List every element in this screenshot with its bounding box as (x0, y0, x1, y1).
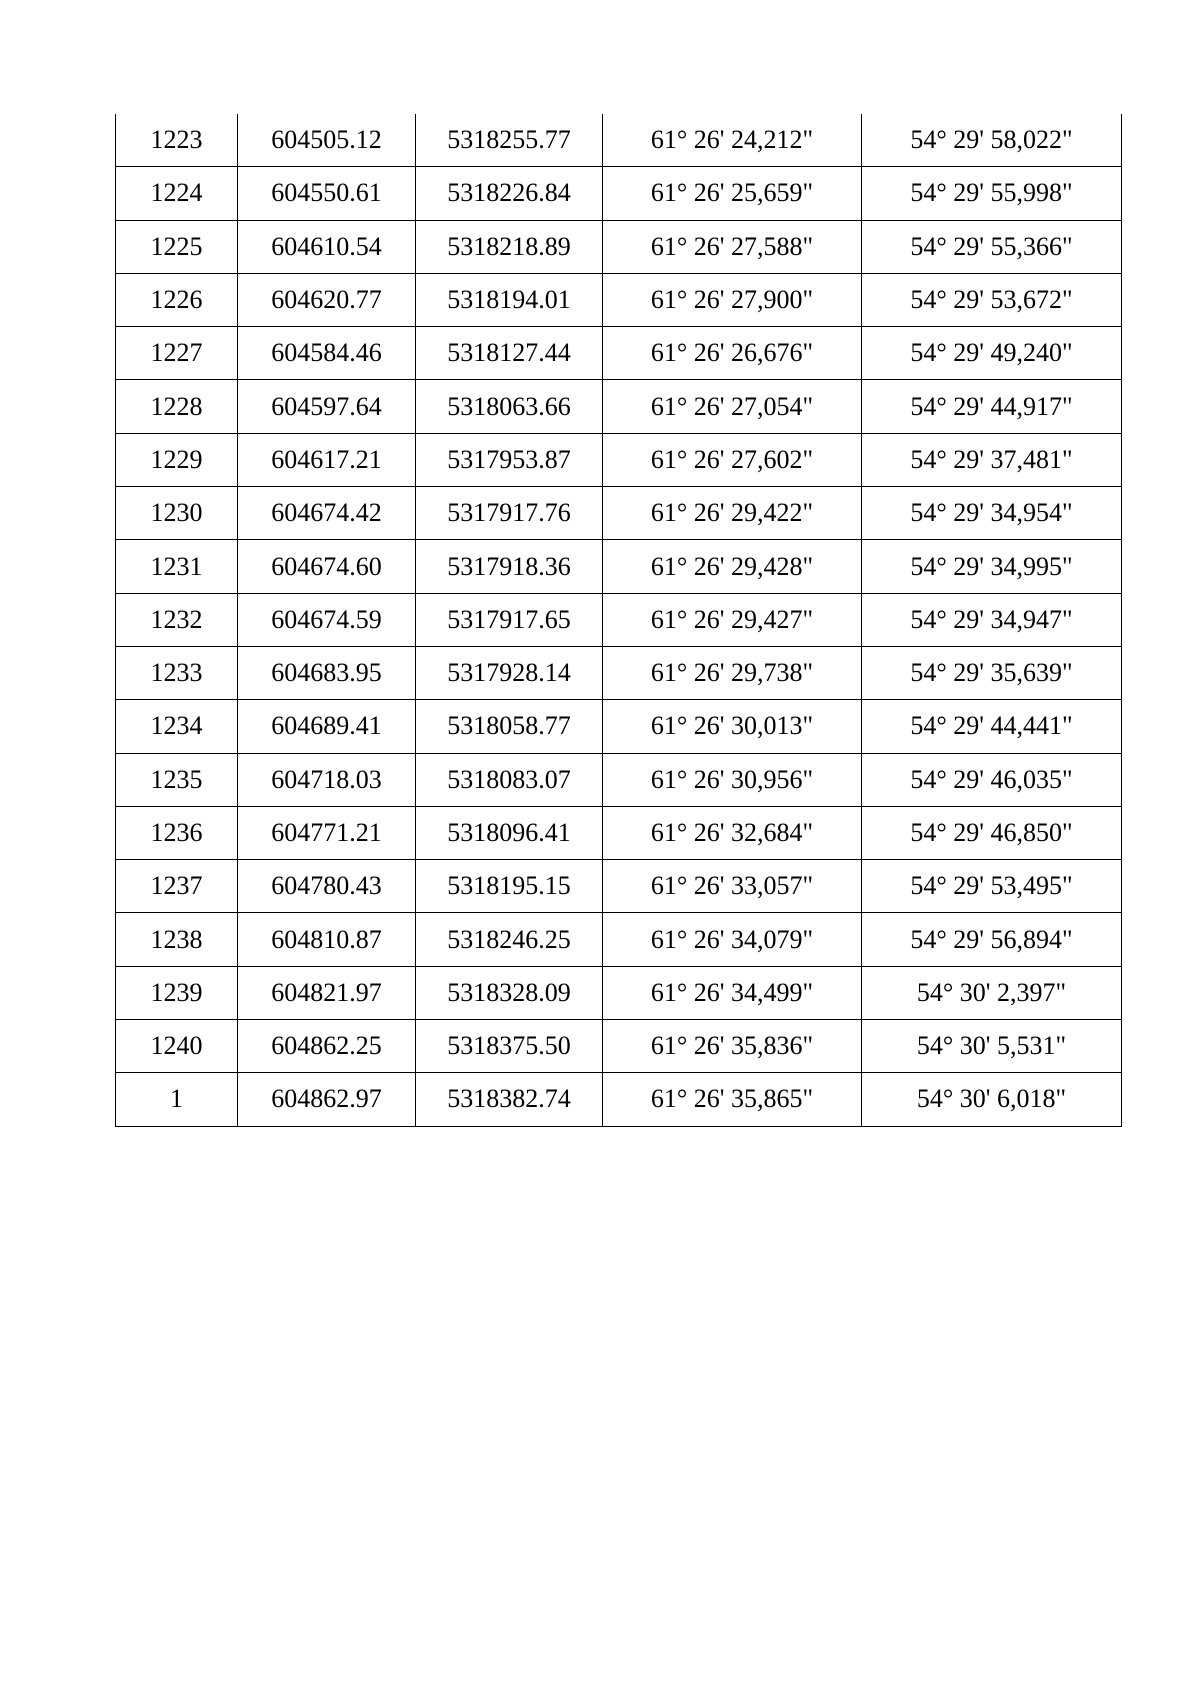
table-row (116, 860, 1122, 913)
latitude-cell: 54° 29' 34,947" (862, 593, 1122, 646)
table-row (116, 1073, 1122, 1126)
point-number-cell: 1234 (116, 700, 238, 753)
y-coordinate-cell: 5317953.87 (416, 433, 603, 486)
x-coordinate-cell: 604810.87 (238, 913, 416, 966)
y-coordinate-cell: 5317928.14 (416, 646, 603, 699)
x-coordinate-cell: 604862.97 (238, 1073, 416, 1126)
table-row (116, 327, 1122, 380)
x-coordinate-cell: 604683.95 (238, 646, 416, 699)
latitude-cell: 54° 29' 56,894" (862, 913, 1122, 966)
longitude-cell: 61° 26' 27,900" (603, 273, 862, 326)
y-coordinate-cell: 5318255.77 (416, 114, 603, 167)
longitude-cell: 61° 26' 24,212" (603, 114, 862, 167)
longitude-cell: 61° 26' 30,013" (603, 700, 862, 753)
longitude-cell: 61° 26' 34,079" (603, 913, 862, 966)
latitude-cell: 54° 29' 53,495" (862, 860, 1122, 913)
table-row (116, 380, 1122, 433)
point-number-cell: 1223 (116, 114, 238, 167)
point-number-cell: 1231 (116, 540, 238, 593)
table-row (116, 167, 1122, 220)
table-row (116, 966, 1122, 1019)
point-number-cell: 1226 (116, 273, 238, 326)
longitude-cell: 61° 26' 27,602" (603, 433, 862, 486)
x-coordinate-cell: 604584.46 (238, 327, 416, 380)
latitude-cell: 54° 29' 55,998" (862, 167, 1122, 220)
x-coordinate-cell: 604674.42 (238, 487, 416, 540)
table-row (116, 487, 1122, 540)
y-coordinate-cell: 5318375.50 (416, 1020, 603, 1073)
latitude-cell: 54° 29' 34,954" (862, 487, 1122, 540)
y-coordinate-cell: 5317917.76 (416, 487, 603, 540)
latitude-cell: 54° 29' 44,441" (862, 700, 1122, 753)
x-coordinate-cell: 604550.61 (238, 167, 416, 220)
latitude-cell: 54° 29' 49,240" (862, 327, 1122, 380)
latitude-cell: 54° 29' 35,639" (862, 646, 1122, 699)
longitude-cell: 61° 26' 35,836" (603, 1020, 862, 1073)
point-number-cell: 1237 (116, 860, 238, 913)
y-coordinate-cell: 5318127.44 (416, 327, 603, 380)
table-row (116, 700, 1122, 753)
point-number-cell: 1230 (116, 487, 238, 540)
x-coordinate-cell: 604821.97 (238, 966, 416, 1019)
point-number-cell: 1240 (116, 1020, 238, 1073)
longitude-cell: 61° 26' 35,865" (603, 1073, 862, 1126)
point-number-cell: 1228 (116, 380, 238, 433)
table-row (116, 273, 1122, 326)
y-coordinate-cell: 5318246.25 (416, 913, 603, 966)
point-number-cell: 1224 (116, 167, 238, 220)
latitude-cell: 54° 30' 2,397" (862, 966, 1122, 1019)
table-row (116, 433, 1122, 486)
y-coordinate-cell: 5318218.89 (416, 220, 603, 273)
longitude-cell: 61° 26' 32,684" (603, 806, 862, 859)
longitude-cell: 61° 26' 26,676" (603, 327, 862, 380)
y-coordinate-cell: 5318083.07 (416, 753, 603, 806)
table-row (116, 540, 1122, 593)
latitude-cell: 54° 30' 5,531" (862, 1020, 1122, 1073)
latitude-cell: 54° 30' 6,018" (862, 1073, 1122, 1126)
x-coordinate-cell: 604620.77 (238, 273, 416, 326)
y-coordinate-cell: 5318382.74 (416, 1073, 603, 1126)
point-number-cell: 1 (116, 1073, 238, 1126)
y-coordinate-cell: 5317917.65 (416, 593, 603, 646)
y-coordinate-cell: 5318195.15 (416, 860, 603, 913)
y-coordinate-cell: 5318096.41 (416, 806, 603, 859)
x-coordinate-cell: 604689.41 (238, 700, 416, 753)
longitude-cell: 61° 26' 29,422" (603, 487, 862, 540)
coordinates-table-body (116, 114, 1122, 1126)
latitude-cell: 54° 29' 46,850" (862, 806, 1122, 859)
x-coordinate-cell: 604505.12 (238, 114, 416, 167)
coordinates-table (115, 114, 1122, 1127)
point-number-cell: 1225 (116, 220, 238, 273)
x-coordinate-cell: 604610.54 (238, 220, 416, 273)
latitude-cell: 54° 29' 53,672" (862, 273, 1122, 326)
longitude-cell: 61° 26' 29,738" (603, 646, 862, 699)
longitude-cell: 61° 26' 25,659" (603, 167, 862, 220)
point-number-cell: 1227 (116, 327, 238, 380)
x-coordinate-cell: 604718.03 (238, 753, 416, 806)
latitude-cell: 54° 29' 55,366" (862, 220, 1122, 273)
x-coordinate-cell: 604862.25 (238, 1020, 416, 1073)
longitude-cell: 61° 26' 27,588" (603, 220, 862, 273)
longitude-cell: 61° 26' 30,956" (603, 753, 862, 806)
y-coordinate-cell: 5318058.77 (416, 700, 603, 753)
y-coordinate-cell: 5318063.66 (416, 380, 603, 433)
latitude-cell: 54° 29' 34,995" (862, 540, 1122, 593)
table-row (116, 913, 1122, 966)
x-coordinate-cell: 604674.59 (238, 593, 416, 646)
latitude-cell: 54° 29' 37,481" (862, 433, 1122, 486)
y-coordinate-cell: 5318194.01 (416, 273, 603, 326)
point-number-cell: 1229 (116, 433, 238, 486)
table-row (116, 806, 1122, 859)
table-row (116, 593, 1122, 646)
point-number-cell: 1239 (116, 966, 238, 1019)
x-coordinate-cell: 604674.60 (238, 540, 416, 593)
table-row (116, 753, 1122, 806)
point-number-cell: 1235 (116, 753, 238, 806)
latitude-cell: 54° 29' 44,917" (862, 380, 1122, 433)
table-row (116, 1020, 1122, 1073)
longitude-cell: 61° 26' 27,054" (603, 380, 862, 433)
table-row (116, 220, 1122, 273)
longitude-cell: 61° 26' 29,428" (603, 540, 862, 593)
point-number-cell: 1232 (116, 593, 238, 646)
table-row (116, 114, 1122, 167)
x-coordinate-cell: 604597.64 (238, 380, 416, 433)
point-number-cell: 1238 (116, 913, 238, 966)
point-number-cell: 1236 (116, 806, 238, 859)
latitude-cell: 54° 29' 46,035" (862, 753, 1122, 806)
table-row (116, 646, 1122, 699)
longitude-cell: 61° 26' 29,427" (603, 593, 862, 646)
longitude-cell: 61° 26' 33,057" (603, 860, 862, 913)
x-coordinate-cell: 604617.21 (238, 433, 416, 486)
latitude-cell: 54° 29' 58,022" (862, 114, 1122, 167)
y-coordinate-cell: 5317918.36 (416, 540, 603, 593)
y-coordinate-cell: 5318226.84 (416, 167, 603, 220)
x-coordinate-cell: 604771.21 (238, 806, 416, 859)
point-number-cell: 1233 (116, 646, 238, 699)
longitude-cell: 61° 26' 34,499" (603, 966, 862, 1019)
y-coordinate-cell: 5318328.09 (416, 966, 603, 1019)
x-coordinate-cell: 604780.43 (238, 860, 416, 913)
